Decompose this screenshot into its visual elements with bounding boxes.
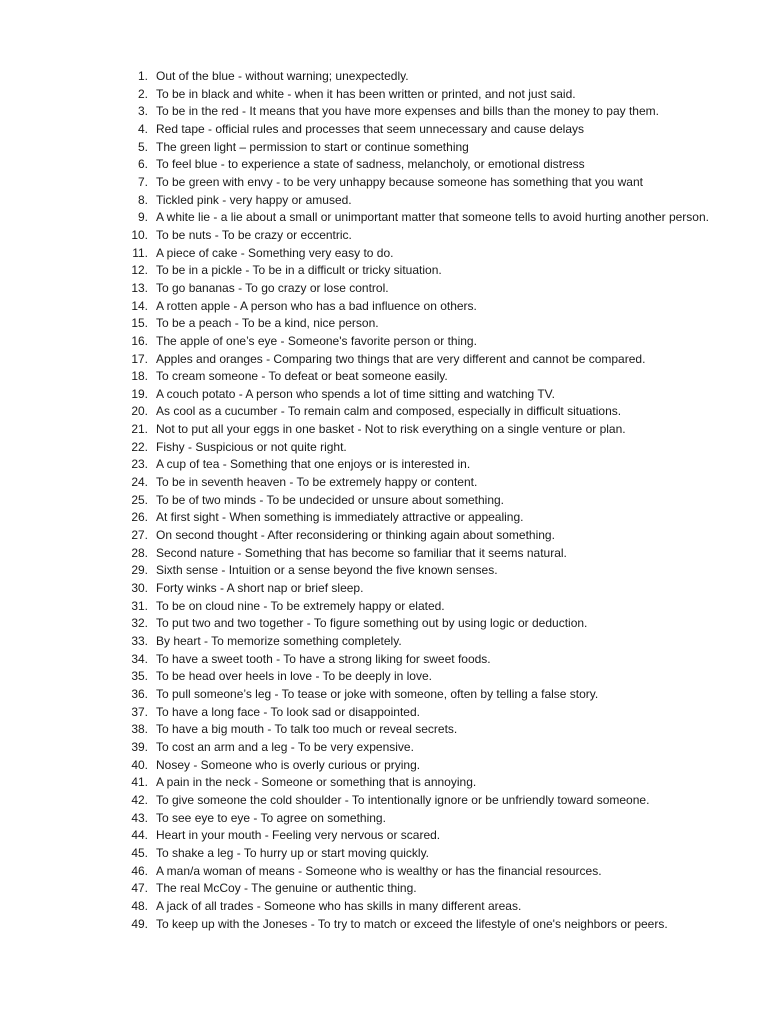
list-item-number: 40. xyxy=(131,757,148,772)
list-item-number: 49. xyxy=(131,916,148,931)
list-item xyxy=(118,368,728,386)
list-item xyxy=(118,898,728,916)
list-item-number: 33. xyxy=(131,634,148,648)
list-item-text: To have a big mouth - To talk too much or reveal secrets. xyxy=(156,722,458,737)
list-item-number: 28. xyxy=(131,545,148,560)
list-item xyxy=(118,757,728,775)
list-item-number: 1. xyxy=(137,69,148,83)
list-item-text: Apples and oranges - Comparing two things that are very different and cannot be compared. xyxy=(156,351,646,366)
list-item-number: 43. xyxy=(131,810,148,825)
list-item xyxy=(118,863,728,881)
list-item-number: 10. xyxy=(131,227,148,242)
list-item xyxy=(118,333,728,351)
list-item xyxy=(118,68,728,86)
list-item xyxy=(118,280,728,298)
list-item-number: 32. xyxy=(131,616,148,631)
list-item-number: 15. xyxy=(131,316,148,331)
list-item xyxy=(118,845,728,863)
list-item-number: 26. xyxy=(131,510,148,525)
list-item xyxy=(118,86,728,104)
list-item xyxy=(118,810,728,828)
list-item-number: 18. xyxy=(131,369,148,384)
list-item xyxy=(118,792,728,810)
list-item-number: 2. xyxy=(137,86,148,101)
list-item-number: 37. xyxy=(131,704,148,719)
list-item-text: Forty winks - A short nap or brief sleep. xyxy=(156,581,364,596)
list-item-number: 31. xyxy=(131,598,148,613)
list-item xyxy=(118,156,728,174)
list-item-text: Red tape - official rules and processes that seem unnecessary and cause delays xyxy=(156,121,585,136)
list-item-number: 46. xyxy=(131,863,148,878)
list-item xyxy=(118,315,728,333)
list-item xyxy=(118,704,728,722)
list-item-number: 22. xyxy=(131,439,148,454)
list-item-text: A piece of cake - Something very easy to do. xyxy=(156,245,394,260)
list-item-text: To be a peach - To be a kind, nice person. xyxy=(156,316,379,331)
list-item-number: 12. xyxy=(131,263,148,278)
list-item-number: 4. xyxy=(137,121,148,136)
list-item xyxy=(118,686,728,704)
list-item xyxy=(118,192,728,210)
list-item-text: Out of the blue - without warning; unexpectedly. xyxy=(156,69,409,83)
list-item xyxy=(118,633,728,651)
list-item-number: 24. xyxy=(131,475,148,490)
list-item xyxy=(118,439,728,457)
list-item-text: To have a sweet tooth - To have a strong liking for sweet foods. xyxy=(156,651,491,666)
list-item-number: 47. xyxy=(131,881,148,896)
list-item xyxy=(118,651,728,669)
list-item-number: 39. xyxy=(131,739,148,754)
list-item xyxy=(118,386,728,404)
list-item xyxy=(118,474,728,492)
list-item-text: Tickled pink - very happy or amused. xyxy=(156,192,352,207)
list-item-text: Fishy - Suspicious or not quite right. xyxy=(156,439,347,454)
list-item-text: A pain in the neck - Someone or something that is annoying. xyxy=(156,775,477,790)
list-item xyxy=(118,668,728,686)
list-item-text: To cream someone - To defeat or beat someone easily. xyxy=(156,369,448,384)
list-item xyxy=(118,421,728,439)
list-item-text: A white lie - a lie about a small or unimportant matter that someone tells to avoid hurting another person. xyxy=(156,210,709,225)
list-item-text: To be nuts - To be crazy or eccentric. xyxy=(156,227,352,242)
idiom-list xyxy=(118,68,728,933)
list-item-number: 29. xyxy=(131,563,148,578)
list-item xyxy=(118,209,728,227)
list-item-text: To be in a pickle - To be in a difficult or tricky situation. xyxy=(156,263,442,278)
list-item-text: A couch potato - A person who spends a lot of time sitting and watching TV. xyxy=(156,386,555,401)
list-item xyxy=(118,739,728,757)
list-item-text: To be in black and white - when it has been written or printed, and not just said. xyxy=(156,86,576,101)
list-item xyxy=(118,121,728,139)
list-item-text: As cool as a cucumber - To remain calm and composed, especially in difficult situations. xyxy=(156,404,622,419)
list-item-number: 7. xyxy=(137,174,148,189)
list-item-text: To pull someone’s leg - To tease or joke with someone, often by telling a false story. xyxy=(156,686,599,701)
list-item-number: 17. xyxy=(131,351,148,366)
list-item-text: The real McCoy - The genuine or authentic thing. xyxy=(156,881,417,896)
list-item-number: 5. xyxy=(137,139,148,154)
list-item xyxy=(118,227,728,245)
list-item-text: To be in seventh heaven - To be extremely happy or content. xyxy=(156,475,478,490)
list-item-number: 20. xyxy=(131,404,148,419)
list-item-number: 23. xyxy=(131,457,148,472)
list-item-number: 25. xyxy=(131,492,148,507)
list-item-text: To shake a leg - To hurry up or start moving quickly. xyxy=(156,845,430,860)
list-item-number: 9. xyxy=(137,210,148,225)
list-item-text: To be on cloud nine - To be extremely happy or elated. xyxy=(156,598,445,613)
list-item xyxy=(118,916,728,934)
list-item-number: 48. xyxy=(131,898,148,913)
list-item-number: 41. xyxy=(131,775,148,790)
list-item-text: To go bananas - To go crazy or lose control. xyxy=(156,280,389,295)
list-item-number: 21. xyxy=(131,422,148,437)
list-item xyxy=(118,721,728,739)
list-item-text: The green light – permission to start or continue something xyxy=(156,139,469,154)
list-item xyxy=(118,562,728,580)
list-item-text: To be in the red - It means that you have more expenses and bills than the money to pay them. xyxy=(156,104,659,119)
list-item-text: At first sight - When something is immediately attractive or appealing. xyxy=(156,510,524,525)
list-item-number: 8. xyxy=(137,192,148,207)
list-item-number: 3. xyxy=(137,104,148,119)
list-item xyxy=(118,174,728,192)
list-item xyxy=(118,139,728,157)
list-item xyxy=(118,880,728,898)
list-item xyxy=(118,615,728,633)
list-item-text: To have a long face - To look sad or disappointed. xyxy=(156,704,420,719)
list-item-text: The apple of one’s eye - Someone's favorite person or thing. xyxy=(156,333,477,348)
list-item-number: 38. xyxy=(131,722,148,737)
list-item-number: 36. xyxy=(131,686,148,701)
list-item-number: 44. xyxy=(131,828,148,843)
list-item-text: To cost an arm and a leg - To be very expensive. xyxy=(156,739,414,754)
list-item-number: 19. xyxy=(131,386,148,401)
list-item-number: 14. xyxy=(131,298,148,313)
list-item-text: On second thought - After reconsidering or thinking again about something. xyxy=(156,528,555,543)
list-item-number: 35. xyxy=(131,669,148,684)
list-item-text: Not to put all your eggs in one basket - Not to risk everything on a single venture or plan. xyxy=(156,422,626,437)
list-item xyxy=(118,262,728,280)
list-item-text: Heart in your mouth - Feeling very nervous or scared. xyxy=(156,828,441,843)
list-item-text: To see eye to eye - To agree on something. xyxy=(156,810,386,825)
list-item-text: A man/a woman of means - Someone who is wealthy or has the financial resources. xyxy=(156,863,602,878)
list-item-text: To be head over heels in love - To be deeply in love. xyxy=(156,669,432,684)
list-item-text: By heart - To memorize something completely. xyxy=(156,634,402,648)
list-item-text: A jack of all trades - Someone who has skills in many different areas. xyxy=(156,898,522,913)
list-item-text: Sixth sense - Intuition or a sense beyond the five known senses. xyxy=(156,563,498,578)
list-item-text: To put two and two together - To figure something out by using logic or deduction. xyxy=(156,616,588,631)
list-item xyxy=(118,598,728,616)
list-item-text: To be of two minds - To be undecided or unsure about something. xyxy=(156,492,504,507)
list-item xyxy=(118,403,728,421)
list-item-text: A rotten apple - A person who has a bad influence on others. xyxy=(156,298,477,313)
list-item xyxy=(118,774,728,792)
list-item xyxy=(118,245,728,263)
list-item xyxy=(118,827,728,845)
list-item xyxy=(118,545,728,563)
list-item-text: Nosey - Someone who is overly curious or prying. xyxy=(156,757,421,772)
list-item-number: 16. xyxy=(131,333,148,348)
list-item xyxy=(118,298,728,316)
list-item-number: 34. xyxy=(131,651,148,666)
list-item xyxy=(118,509,728,527)
list-item-text: To feel blue - to experience a state of sadness, melancholy, or emotional distress xyxy=(156,157,585,172)
list-item-number: 45. xyxy=(131,845,148,860)
list-item-number: 27. xyxy=(131,528,148,543)
list-item-number: 30. xyxy=(131,581,148,596)
list-item-text: Second nature - Something that has become so familiar that it seems natural. xyxy=(156,545,567,560)
list-item-number: 13. xyxy=(131,280,148,295)
list-item xyxy=(118,492,728,510)
list-item-text: To be green with envy - to be very unhappy because someone has something that you want xyxy=(156,174,643,189)
list-item xyxy=(118,351,728,369)
list-item-text: To keep up with the Joneses - To try to match or exceed the lifestyle of one's neighbors or peers. xyxy=(156,916,668,931)
list-item-number: 42. xyxy=(131,792,148,807)
list-item-text: To give someone the cold shoulder - To intentionally ignore or be unfriendly toward someone. xyxy=(156,792,650,807)
list-item xyxy=(118,103,728,121)
list-item xyxy=(118,527,728,545)
list-item xyxy=(118,580,728,598)
list-item-number: 6. xyxy=(137,157,148,172)
list-item-text: A cup of tea - Something that one enjoys or is interested in. xyxy=(156,457,471,472)
list-item xyxy=(118,456,728,474)
list-item-number: 11. xyxy=(132,245,148,260)
